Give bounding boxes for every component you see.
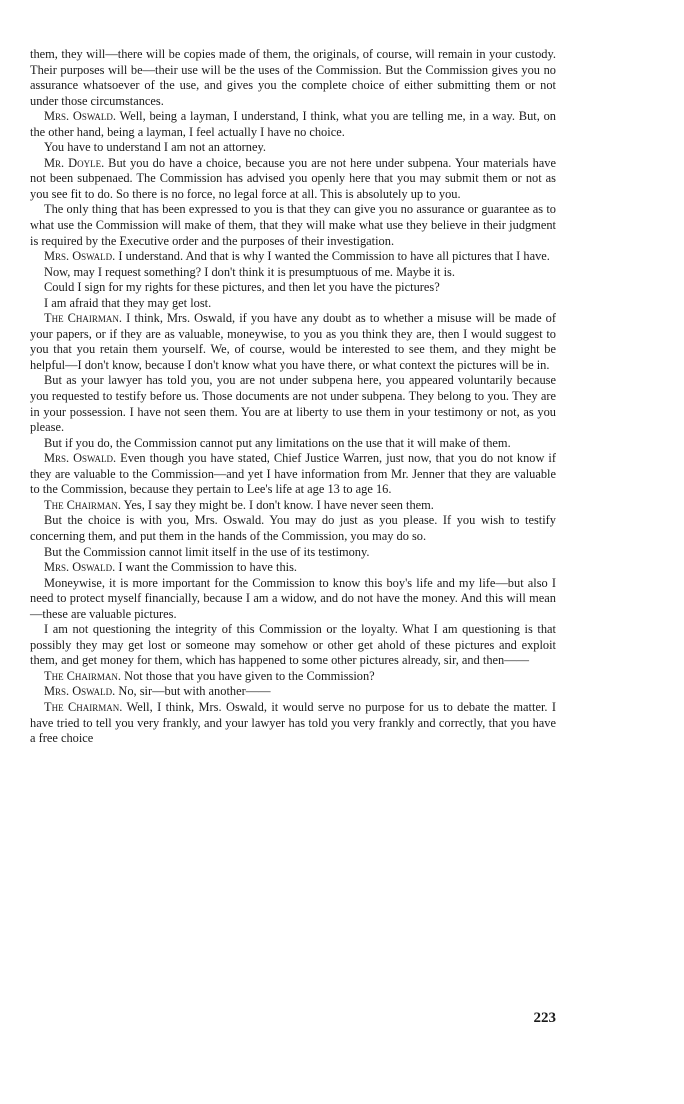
paragraph-text: Could I sign for my rights for these pictures, and then let you have the pictures? — [44, 280, 440, 295]
speaker-name: Mrs. Oswald. — [44, 451, 117, 466]
speaker-name: Mr. Doyle. — [44, 155, 105, 170]
paragraph-text: Even though you have stated, Chief Justice Warren, just now, that you do not know if they are valuable to the Commission—and yet I have information from Mr. Jenner that they are valuable to the Commission, because they pertain to Lee's life at age 13 to age 16. — [30, 451, 556, 497]
speaker-name: Mrs. Oswald. — [44, 249, 116, 264]
paragraph-text: Now, may I request something? I don't think it is presumptuous of me. Maybe it is. — [44, 264, 455, 279]
paragraph — [30, 280, 556, 296]
paragraph — [30, 436, 556, 452]
paragraph — [30, 560, 556, 576]
paragraph-text: Yes, I say they might be. I don't know. I have never seen them. — [121, 497, 434, 512]
paragraph-text: Moneywise, it is more important for the Commission to know this boy's life and my life—but also I need to protect myself financially, because I am a widow, and do not have the money. And this will mean—these are valuable pictures. — [30, 575, 556, 621]
paragraph-text: But if you do, the Commission cannot put any limitations on the use that it will make of them. — [44, 435, 511, 450]
paragraph — [30, 498, 556, 514]
paragraph — [30, 576, 556, 623]
speaker-name: Mrs. Oswald. — [44, 684, 116, 699]
paragraph-text: I want the Commission to have this. — [115, 560, 297, 575]
paragraph — [30, 684, 556, 700]
speaker-name: The Chairman. — [44, 699, 123, 714]
page-number: 223 — [533, 1010, 556, 1026]
paragraph-text: Well, being a layman, I understand, I think, what you are telling me, in a way. But, on the other hand, being a layman, I feel actually I have no choice. — [30, 109, 556, 139]
paragraph — [30, 451, 556, 498]
paragraph — [30, 156, 556, 203]
paragraph-text: I understand. And that is why I wanted the Commission to have all pictures that I have. — [115, 249, 550, 264]
speaker-name: The Chairman. — [44, 311, 123, 326]
paragraph — [30, 311, 556, 373]
paragraph — [30, 249, 556, 265]
paragraph-text: I think, Mrs. Oswald, if you have any doubt as to whether a misuse will be made of your papers, or if they are as valuable, moneywise, to you as you think they are, then I would suggest to you that you retain them yourself. We, of course, would be interested to see them, and they might be helpful—I don't know, because I don't know what you have there, or what context the pictures will be in. — [30, 311, 556, 372]
paragraph — [30, 265, 556, 281]
paragraph — [30, 545, 556, 561]
paragraph-text: The only thing that has been expressed to you is that they can give you no assurance or guarantee as to what use the Commission will make of them, that they will make what use they believe in their judgment is required by the Executive order and the purposes of their investigation. — [30, 202, 556, 248]
speaker-name: The Chairman. — [44, 497, 122, 512]
paragraph-text: But as your lawyer has told you, you are not under subpena here, you appeared voluntarily because you requested to testify before us. Those documents are not under subpena. They belong to you. They are in your possession. I have not seen them. You are at liberty to use them in your testimony or not, as you please. — [30, 373, 556, 435]
paragraph-text: You have to understand I am not an attorney. — [44, 140, 266, 155]
document-body — [30, 47, 556, 747]
paragraph-text: I am afraid that they may get lost. — [44, 295, 212, 310]
paragraph — [30, 109, 556, 140]
speaker-name: Mrs. Oswald. — [44, 560, 116, 575]
paragraph-text: I am not questioning the integrity of this Commission or the loyalty. What I am questioning is that possibly they may get lost or someone may somehow or other get ahold of these pictures and exploit them, and get money for them, which has happened to some other pictures already, sir, and then—— — [30, 622, 556, 668]
paragraph-text: But the choice is with you, Mrs. Oswald. You may do just as you please. If you wish to testify concerning them, and put them in the hands of the Commission, you may do so. — [30, 513, 556, 543]
paragraph — [30, 47, 556, 109]
speaker-name: The Chairman. — [44, 668, 122, 683]
paragraph — [30, 296, 556, 312]
paragraph — [30, 622, 556, 669]
paragraph-text: Not those that you have given to the Commission? — [121, 668, 375, 683]
paragraph — [30, 513, 556, 544]
paragraph — [30, 373, 556, 435]
paragraph — [30, 669, 556, 685]
paragraph-text: Well, I think, Mrs. Oswald, it would serve no purpose for us to debate the matter. I have tried to tell you very frankly, and your lawyer has told you very frankly and correctly, that you have a free choice — [30, 699, 557, 746]
paragraph-text: But the Commission cannot limit itself in the use of its testimony. — [44, 544, 370, 559]
paragraph-text: them, they will—there will be copies made of them, the originals, of course, will remain in your custody. Their purposes will be—their use will be the uses of the Commission. But the Commission gives you no assurance whatsoever of the use, and gives you the complete choice of either submitting them or not under those circumstances. — [30, 47, 556, 108]
paragraph — [30, 140, 556, 156]
paragraph — [30, 202, 556, 249]
paragraph-text: No, sir—but with another—— — [115, 684, 271, 699]
speaker-name: Mrs. Oswald. — [44, 109, 116, 124]
paragraph-text: But you do have a choice, because you are not here under subpena. Your materials have not been subpenaed. The Commission has advised you openly here that you may submit them or not as you see fit to do. So there is no force, no legal force at all. This is absolutely up to you. — [30, 155, 556, 201]
paragraph — [30, 700, 556, 747]
